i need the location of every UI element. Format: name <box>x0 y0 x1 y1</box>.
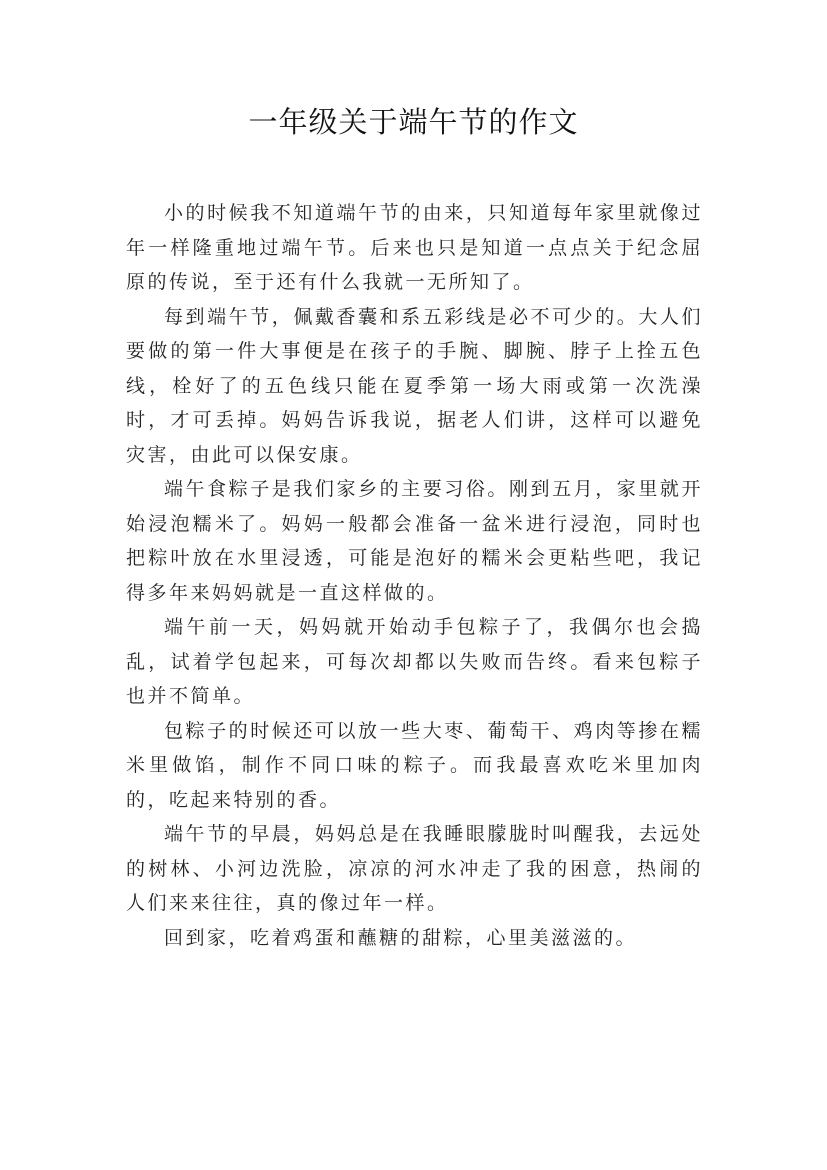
paragraph: 包粽子的时候还可以放一些大枣、葡萄干、鸡肉等掺在糯米里做馅，制作不同口味的粽子。而我最喜欢吃米里加肉的，吃起来特别的香。 <box>126 719 703 811</box>
paragraph: 每到端午节，佩戴香囊和系五彩线是必不可少的。大人们要做的第一件大事便是在孩子的手腕、脚腕、脖子上拴五色线，栓好了的五色线只能在夏季第一场大雨或第一次洗澡时，才可丢掉。妈妈告诉我说，据老人们讲，这样可以避免灾害，由此可以保安康。 <box>126 305 703 466</box>
document-title: 一年级关于端午节的作文 <box>248 105 579 139</box>
document-body <box>126 196 703 955</box>
paragraph: 小的时候我不知道端午节的由来，只知道每年家里就像过年一样隆重地过端午节。后来也只是知道一点点关于纪念屈原的传说，至于还有什么我就一无所知了。 <box>126 202 703 293</box>
paragraph: 端午前一天，妈妈就开始动手包粽子了，我偶尔也会捣乱，试着学包起来，可每次却都以失败而告终。看来包粽子也并不简单。 <box>126 616 703 707</box>
paragraph: 回到家，吃着鸡蛋和蘸糖的甜粽，心里美滋滋的。 <box>164 926 638 949</box>
paragraph: 端午食粽子是我们家乡的主要习俗。刚到五月，家里就开始浸泡糯米了。妈妈一般都会准备一盆米进行浸泡，同时也把粽叶放在水里浸透，可能是泡好的糯米会更粘些吧，我记得多年来妈妈就是一直这样做的。 <box>126 478 703 604</box>
paragraph: 端午节的早晨，妈妈总是在我睡眼朦胧时叫醒我，去远处的树林、小河边洗脸，凉凉的河水冲走了我的困意，热闹的人们来来往往，真的像过年一样。 <box>126 823 703 914</box>
